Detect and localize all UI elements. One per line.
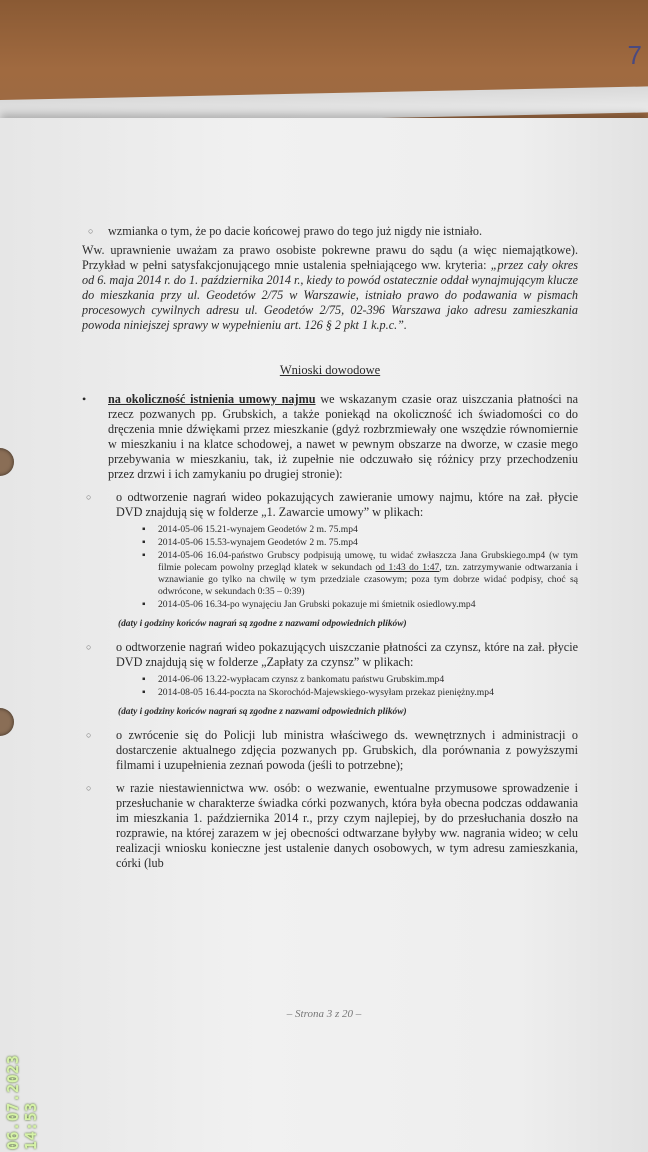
document-body	[82, 108, 578, 875]
page-footer: – Strona 3 z 20 –	[286, 1008, 362, 1020]
file-list	[142, 674, 578, 699]
list-item: ▪ 2014-06-06 13.22-wypłacam czynsz z bankomatu państwu Grubskim.mp4	[142, 674, 578, 686]
circle-bullet-icon: ○	[86, 730, 92, 740]
list-item: ▪ 2014-08-05 16.44-poczta na Skorochód-Majewskiego-wysyłam przekaz pieniężny.mp4	[142, 687, 578, 699]
photo-timestamp: 06.07.2023 14:53	[4, 1054, 40, 1150]
section-heading: Wnioski dowodowe	[279, 363, 381, 377]
circle-bullet-icon: ○	[86, 783, 92, 793]
circle-bullet-icon: ○	[86, 642, 92, 652]
sub-list-item: ○ o odtworzenie nagrań wideo pokazujących zawieranie umowy najmu, które na zał. płycie DVD znajdują się w folderze „1. Zawarcie umowy” w plikach:	[86, 490, 578, 519]
note: (daty i godziny końców nagrań są zgodne z nazwami odpowiednich plików)	[118, 619, 407, 629]
list-item: ▪ 2014-05-06 16.04-państwo Grubscy podpisują umowę, tu widać zwłaszcza Jana Grubskiego.mp4 (w tym filmie polecam powolny przegląd klatek w sekundach od 1:43 do 1:47, tzn. zatrzymywanie odtwarzania i wznawianie go tylko na chwilę w tym przedziale czasowym; poza tym dobrze widać podpisy, choć są odwrócone, w sekundach 0:35 – 0:39)	[142, 550, 578, 598]
binder-hole	[0, 708, 14, 736]
main-list-item: • na okoliczność istnienia umowy najmu we wskazanym czasie oraz uiszczania płatności na rzecz pozwanych pp. Grubskich, a także poniekąd na okoliczność ich świadomości co do dręczenia mnie dźwiękami przez mieszkanie (gdyż rozbrzmiewały one wszędzie równomiernie w mieszkaniu i na klatce schodowej, a nawet w pewnym obszarze na dworze, w czasie mego przebywania w mieszkaniu, tak, iż zupełnie nie odczuwało się różnicy przy przechodzeniu przez drzwi i ich zamykaniu po drugiej stronie):	[82, 392, 578, 481]
sub-list-item: ○ w razie niestawiennictwa ww. osób: o wezwanie, ewentualne przymusowe sprowadzenie i przesłuchanie w charakterze świadka córki pozwanych, która była obecna podczas oddawania im mieszkania 1. października 2014 r., przy czym najlepiej, by do przesłuchania doszło na rozprawie, na której zarazem w jej obecności odtwarzane byłyby ww. nagrania wideo; w celu realizacji wniosku konieczne jest ustalenie danych osobowych, w tym adresu zamieszkania, córki (lub	[86, 781, 578, 870]
file-list	[142, 524, 578, 611]
sub-list-item: ○ o zwrócenie się do Policji lub ministra właściwego ds. wewnętrznych i administracji o dostarczenie aktualnego zdjęcia pozwanych pp. Grubskich, dla porównania z powyższymi filmami i uzupełnienia zeznań powoda (jeśli to potrzebne);	[86, 728, 578, 772]
list-item: ▪ 2014-05-06 15.21-wynajem Geodetów 2 m. 75.mp4	[142, 524, 578, 536]
bullet-icon: •	[82, 392, 87, 406]
list-item: ▪ 2014-05-06 15.53-wynajem Geodetów 2 m. 75.mp4	[142, 537, 578, 549]
handwritten-page-mark: 7	[627, 40, 644, 70]
note: (daty i godziny końców nagrań są zgodne z nazwami odpowiednich plików)	[118, 707, 407, 717]
paragraph: Ww. uprawnienie uważam za prawo osobiste pokrewne prawu do sądu (a więc niemajątkowe). Przykład w pełni satysfakcjonującego mnie ustalenia spełniającego ww. kryteria: „przez cały okres od 6. maja 2014 r. do 1. października 2014 r., kiedy to powód ostatecznie oddał wynajmującym klucze do mieszkania przy ul. Geodetów 2/75 w Warszawie, istniało prawo do podawania w pismach procesowych cywilnych adresu ul. Geodetów 2/75, 02-396 Warszawa jako adresu zamieszkania powoda niniejszej sprawy w wypełnieniu art. 126 § 2 pkt 1 k.p.c.”.	[82, 243, 578, 332]
sub-list-item: ○ o odtworzenie nagrań wideo pokazujących uiszczanie płatności za czynsz, które na zał. płycie DVD znajdują się w folderze „Zapłaty za czynsz” w plikach:	[86, 640, 578, 669]
list-item: ○ wzmianka o tym, że po dacie końcowej prawo do tego już nigdy nie istniało.	[88, 224, 482, 238]
list-item: ▪ 2014-05-06 16.34-po wynajęciu Jan Grubski pokazuje mi śmietnik osiedlowy.mp4	[142, 599, 578, 611]
binder-hole	[0, 448, 14, 476]
circle-bullet-icon: ○	[88, 226, 94, 236]
circle-bullet-icon: ○	[86, 492, 92, 502]
